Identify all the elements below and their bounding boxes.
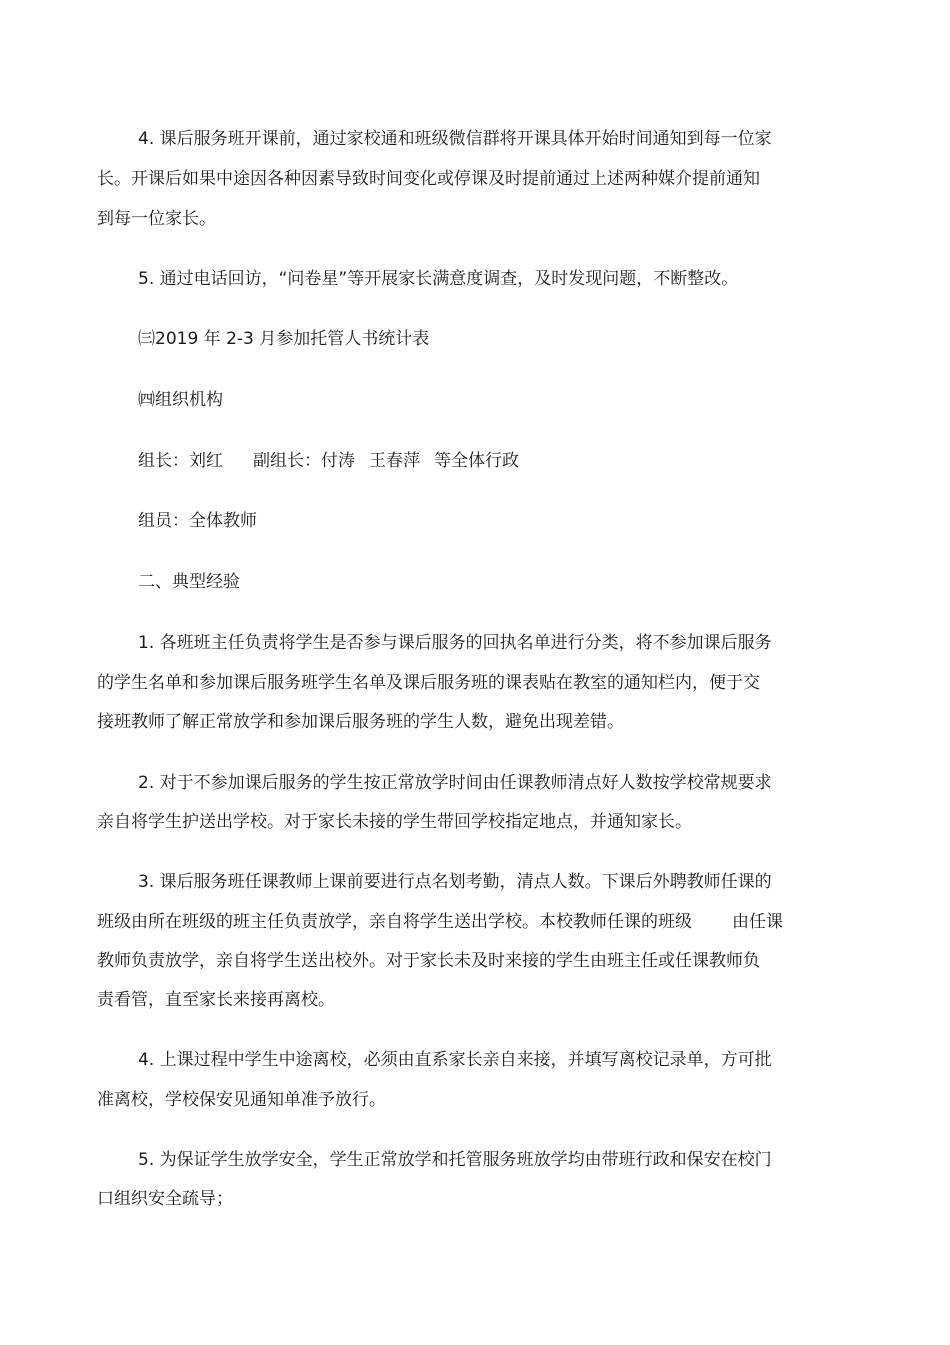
exp-item5-line2: 口组织安全疏导；	[97, 1189, 233, 1209]
exp-item3-line2	[97, 911, 783, 933]
heading-two: 二、典型经验	[138, 572, 240, 592]
exp-item1-line1: 1. 各班班主任负责将学生是否参与课后服务的回执名单进行分类，将不参加课后服务	[138, 633, 772, 653]
org-members: 组员：全体教师	[138, 511, 257, 531]
heading-3: ㈢2019 年 2-3 月参加托管人书统计表	[138, 329, 430, 349]
section1-item4-line2: 长。开课后如果中途因各种因素导致时间变化或停课及时提前通过上述两种媒介提前通知	[97, 169, 760, 189]
org-deputy-2: 王春萍	[369, 451, 420, 471]
org-leaders-line	[138, 450, 519, 472]
exp-item4-line1: 4. 上课过程中学生中途离校，必须由直系家长亲自来接，并填写离校记录单，方可批	[138, 1050, 772, 1070]
org-deputy: 副组长：付涛	[253, 451, 355, 471]
org-deputy-3: 等全体行政	[434, 451, 519, 471]
exp-item5-line1: 5. 为保证学生放学安全，学生正常放学和托管服务班放学均由带班行政和保安在校门	[138, 1150, 772, 1170]
heading-4: ㈣组织机构	[138, 390, 223, 410]
exp-item2-line1: 2. 对于不参加课后服务的学生按正常放学时间由任课教师清点好人数按学校常规要求	[138, 773, 772, 793]
exp-item3-line2b: 由任课	[732, 912, 783, 932]
exp-item3-line2a: 班级由所在班级的班主任负责放学，亲自将学生送出学校。本校教师任课的班级	[97, 912, 692, 932]
exp-item4-line2: 准离校，学校保安见通知单准予放行。	[97, 1090, 386, 1110]
exp-item1-line2: 的学生名单和参加课后服务班学生名单及课后服务班的课表贴在教室的通知栏内，便于交	[97, 673, 760, 693]
section1-item4-line1: 4. 课后服务班开课前，通过家校通和班级微信群将开课具体开始时间通知到每一位家	[138, 129, 772, 149]
exp-item3-line3: 教师负责放学，亲自将学生送出校外。对于家长未及时来接的学生由班主任或任课教师负	[97, 951, 760, 971]
exp-item3-line4: 责看管，直至家长来接再离校。	[97, 990, 335, 1010]
exp-item3-line1: 3. 课后服务班任课教师上课前要进行点名划考勤，清点人数。下课后外聘教师任课的	[138, 872, 772, 892]
exp-item2-line2: 亲自将学生护送出学校。对于家长未接的学生带回学校指定地点，并通知家长。	[97, 812, 692, 832]
org-leader: 组长：刘红	[138, 451, 223, 471]
exp-item1-line3: 接班教师了解正常放学和参加课后服务班的学生人数，避免出现差错。	[97, 712, 624, 732]
section1-item4-line3: 到每一位家长。	[97, 209, 216, 229]
section1-item5: 5. 通过电话回访，“问卷星”等开展家长满意度调查，及时发现问题，不断整改。	[138, 269, 739, 289]
